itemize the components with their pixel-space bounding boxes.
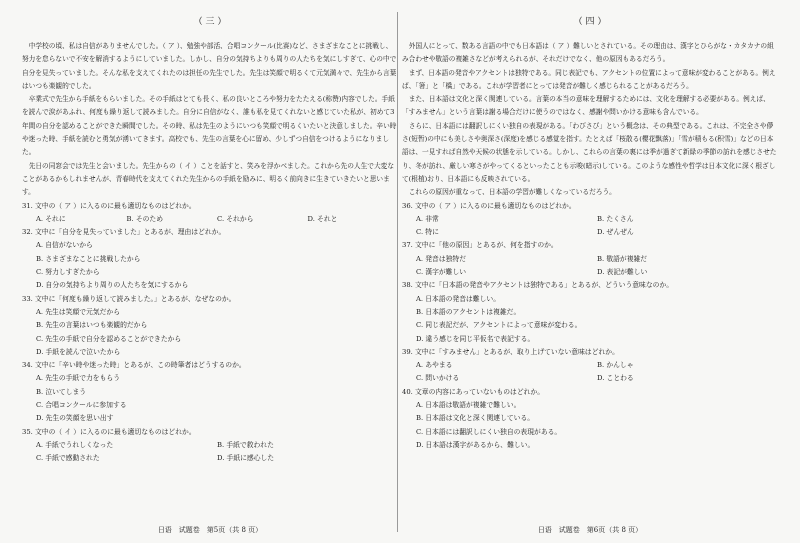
answer-option: A. それに (36, 214, 66, 223)
answer-option: B. そのため (126, 214, 164, 223)
answer-option: D. 手紙を読んで泣いたから (36, 347, 121, 356)
question-list (402, 200, 778, 453)
question-stem: 37. 文中に「他の原因」とあるが、何を指すのか。 (402, 241, 558, 250)
question-stem: 35. 文中の（ イ ）に入るのに最も適切なものはどれか。 (22, 427, 196, 436)
answer-option: B. 先生の言葉はいつも楽観的だから (36, 321, 148, 330)
answer-option: A. あやまる (416, 361, 453, 370)
answer-option: D. 違う感じを同じ平仮名で表記する。 (416, 334, 535, 343)
answer-option: A. 日本語の発音は難しい。 (416, 294, 500, 303)
answer-option: B. かんしゃ (597, 361, 634, 370)
question-block (22, 226, 398, 292)
passage-paragraph: また、日本語は文化と深く関連している。言葉の本当の意味を理解するためには、文化を理解する必要がある。例えば、「すみません」という言葉は謝る場合だけに使うのではなく、感謝や問いかける意味も含んでいる。 (402, 95, 770, 117)
answer-option: D. 先生の笑顔を思い出す (36, 414, 114, 423)
passage-paragraph: さらに、日本語には翻訳しにくい独自の表現がある。「わびさび」という概念は、その典型である。これは、不完全さや儚さ(短暂)の中にも美しさや奥深さ(深度)を感じる感覚を指す。たとえば「桜散る(樱花飘落)」「雪が積もる(积雪)」などの日本語は、一見すれば自然や天候の状態を示している。しかし、これらの言葉の裏には季が過ぎて新緑の季節の訪れを感じさせたり、冬が訪れ、厳しい寒さがやってくるといったことも示唆(暗示)している。このような感性や哲学は日本文化に深く根ざして(根植)おり、日本語にも反映されている。 (402, 121, 777, 183)
passage-paragraph: まず、日本語の発音やアクセントは独特である。同じ表記でも、アクセントの位置によって意味が変わることがある。例えば、「箸」と「橋」である。これが学習者にとっては発音が難しく感じられることがあるだろう。 (402, 68, 776, 90)
answer-option: B. 日本語のアクセントは複雑だ。 (416, 307, 521, 316)
question-block (402, 386, 778, 452)
question-list (22, 200, 398, 466)
answer-option: A. 日本語は敬語が複雑で難しい。 (416, 401, 521, 410)
answer-option: D. 日本語は漢字があるから、難しい。 (416, 440, 535, 449)
page-footer: 日语 试题卷 第5页（共 8 页） (157, 526, 263, 534)
answer-option: B. たくさん (597, 214, 634, 223)
answer-options (36, 213, 398, 226)
page-header: （ 四 ） (573, 17, 607, 27)
answer-option: D. ぜんぜん (597, 228, 634, 237)
passage-paragraph: 外国人にとって、数ある言語の中でも日本語は（ ア ）難しいとされている。その理由は、漢字とひらがな・カタカナの組み合わせや敬語の複雑さなどが考えられるが、それだけでなく、他の原因もあるだろう。 (402, 42, 774, 64)
question-block (402, 346, 778, 386)
answer-option: C. 特に (416, 228, 439, 237)
page-divider (397, 12, 398, 532)
answer-option: C. 努力しすぎたから (36, 268, 100, 277)
answer-option: D. ことわる (597, 374, 634, 383)
answer-option: A. 先生の手紙で力をもらう (36, 374, 120, 383)
answer-option: D. 自分の気持ちより周りの人たちを気にするから (36, 281, 189, 290)
answer-option: A. 非常 (416, 214, 439, 223)
question-block (402, 200, 778, 240)
question-stem: 39. 文中に「すみません」とあるが、取り上げていない意味はどれか。 (402, 347, 619, 356)
answer-options (416, 359, 778, 386)
question-stem: 32. 文中に「自分を見失っていました」とあるが、理由はどれか。 (22, 228, 226, 237)
question-stem: 34. 文中に「辛い時や迷った時」とあるが、この時筆者はどうするのか。 (22, 361, 246, 370)
question-block (22, 426, 398, 466)
page-left (22, 0, 398, 543)
reading-passage (402, 40, 778, 200)
page-header: （ 三 ） (193, 17, 227, 27)
answer-option: A. 手紙でうれしくなった (36, 440, 114, 449)
question-block (22, 359, 398, 425)
page-right (402, 0, 778, 543)
answer-option: C. 日本語には翻訳しにくい独自の表現がある。 (416, 427, 562, 436)
answer-options (36, 439, 398, 466)
answer-option: C. 漢字が難しい (416, 268, 467, 277)
answer-option: C. 先生の手紙で自分を認めることができたから (36, 334, 182, 343)
answer-option: B. さまざまなことに挑戦したから (36, 254, 141, 263)
passage-paragraph: 中学校の頃、私は自信がありませんでした。（ ア ）、勉強や部活、合唱コンクール(比赛)など、さまざまなことに挑戦し、努力を怠らないで不安を解消するようにしていました。しかし、自分の気持ちよりも周りの人たちを気にしすぎて、心の中で自分を見失っていました。そんな私を支えてくれたのは担任の先生でした。先生は笑顔で明るくて元気満々で、先生から言葉はいつも楽観的でした。 (22, 42, 397, 90)
question-stem: 36. 文中の（ ア ）に入るのに最も適切なものはどれか。 (402, 201, 576, 210)
question-stem: 40. 文章の内容にあっていないものはどれか。 (402, 387, 545, 396)
answer-option: C. 問いかける (416, 374, 460, 383)
reading-passage (22, 40, 398, 200)
answer-option: C. 合唱コンクールに参加する (36, 401, 127, 410)
passage-paragraph: 先日の同窓会では先生と会いました。先生からの（ イ ）ことを話すと、笑みを浮かべました。これから先の人生で大変なことがあるかもしれませんが、青春時代を支えてくれた先生からの手紙を励みに、明るく前向きに生きていきたいと思います。 (22, 161, 395, 197)
question-block (22, 293, 398, 359)
answer-options (416, 213, 778, 240)
question-stem: 31. 文中の（ ア ）に入るのに最も適切なものはどれか。 (22, 201, 196, 210)
answer-option: B. 手紙で救われた (217, 440, 274, 449)
answer-option: B. 泣いてしまう (36, 387, 87, 396)
page-footer: 日语 试题卷 第6页（共 8 页） (537, 526, 643, 534)
question-stem: 33. 文中に「何度も繰り返して読みました。」とあるが、なぜなのか。 (22, 294, 236, 303)
passage-paragraph: 卒業式で先生から手紙をもらいました。その手紙はとても長く、私の良いところや努力をたたえる(称赞)内容でした。手紙を読んで涙があふれ、何度も繰り返して読みました。自分に自信がなく、誰も私を見てくれないと感じていた私が、初めて3年間の自分を認めることができた瞬間でした。その時、私は先生のようにいつも笑顔で明るくいたいと決意しました。辛い時や迷った時、手紙を読むと勇気が湧いてきます。高校でも、先生の言葉を心に留め、少しずつ自信をつけるようになりました。 (22, 95, 397, 157)
question-block (22, 200, 398, 227)
question-block (402, 239, 778, 279)
answer-option: C. 同じ表記だが、アクセントによって意味が変わる。 (416, 321, 582, 330)
answer-option: C. 手紙で感動された (36, 454, 100, 463)
answer-option: A. 自信がないから (36, 241, 93, 250)
answer-option: C. それから (217, 214, 254, 223)
answer-option: B. 日本語は文化と深く関連している。 (416, 414, 535, 423)
answer-option: D. 手紙に感心した (217, 454, 275, 463)
answer-option: D. 表記が難しい (597, 268, 648, 277)
answer-options (416, 253, 778, 280)
answer-option: A. 発音は独特だ (416, 254, 467, 263)
answer-option: D. それと (307, 214, 338, 223)
answer-option: B. 敬語が複雑だ (597, 254, 648, 263)
answer-option: A. 先生は笑顔で元気だから (36, 307, 120, 316)
question-block (402, 279, 778, 345)
question-stem: 38. 文中に「日本語の発音やアクセントは独特である」とあるが、どういう意味なのか。 (402, 281, 674, 290)
passage-paragraph: これらの原因が重なって、日本語の学習が難しくなっているだろう。 (408, 188, 616, 197)
